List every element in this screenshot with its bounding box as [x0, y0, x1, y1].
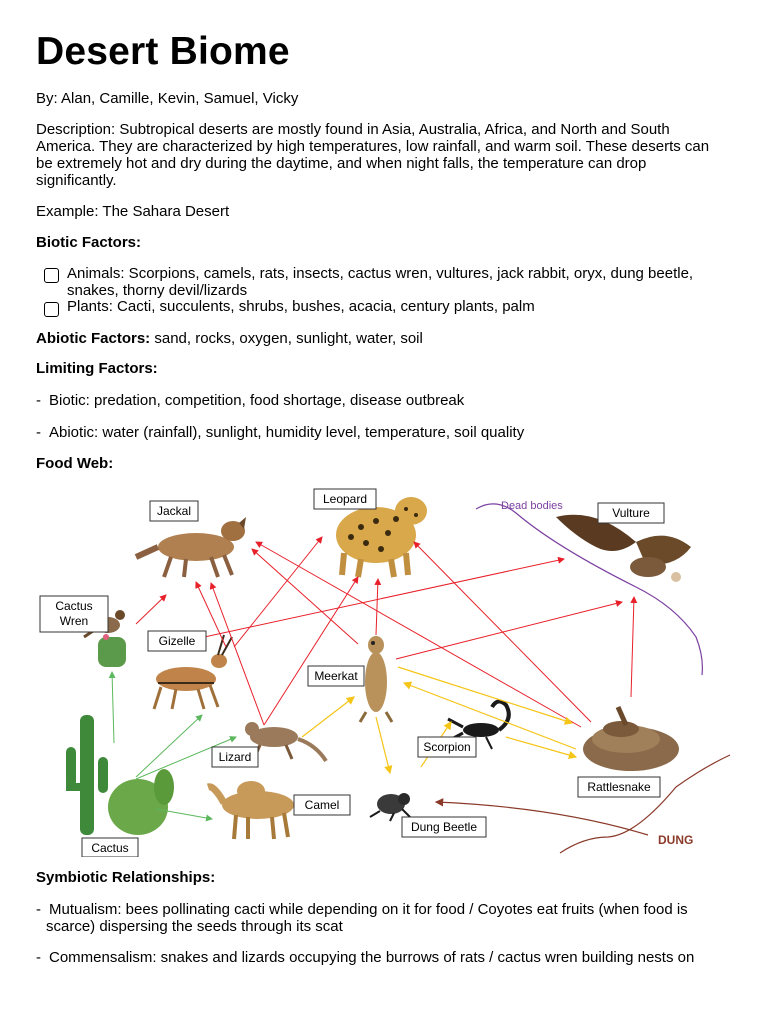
limiting-abiotic: - Abiotic: water (rainfall), sunlight, humidity level, temperature, soil quality: [36, 424, 525, 441]
svg-text:Rattlesnake: Rattlesnake: [587, 780, 651, 794]
label-vulture: [598, 503, 664, 523]
checkbox-icon[interactable]: [44, 268, 59, 283]
limiting-biotic: - Biotic: predation, competition, food shortage, disease outbreak: [36, 392, 465, 409]
biotic-plants: Plants: Cacti, succulents, shrubs, bushes, acacia, century plants, palm: [67, 298, 535, 315]
svg-text:Cactus: Cactus: [55, 599, 93, 613]
svg-text:Cactus: Cactus: [91, 841, 129, 855]
commensalism-line: - Commensalism: snakes and lizards occupying the burrows of rats / cactus wren building nests on: [36, 949, 695, 966]
dead-bodies-label: Dead bodies: [501, 500, 563, 512]
vulture-image: [556, 515, 691, 582]
meerkat-image: [360, 636, 392, 722]
dung-label: DUNG: [658, 833, 694, 847]
authors: By: Alan, Camille, Kevin, Samuel, Vicky: [36, 90, 299, 107]
label-cactus-wren: [40, 596, 108, 632]
label-gizelle: [148, 631, 206, 651]
commensalism-text: Commensalism: snakes and lizards occupying the burrows of rats / cactus wren building nests on: [49, 949, 695, 966]
limiting-abiotic-text: Abiotic: water (rainfall), sunlight, humidity level, temperature, soil quality: [49, 424, 525, 441]
abiotic-text: sand, rocks, oxygen, sunlight, water, soil: [150, 330, 423, 347]
label-rattlesnake: [578, 777, 660, 797]
camel-image: [208, 781, 294, 839]
abiotic-heading: Abiotic Factors:: [36, 330, 151, 347]
food-web-diagram: [36, 487, 732, 857]
biotic-heading: Biotic Factors:: [36, 234, 142, 251]
label-jackal: [150, 501, 198, 521]
label-meerkat: [308, 666, 364, 686]
limiting-biotic-text: Biotic: predation, competition, food shortage, disease outbreak: [49, 392, 465, 409]
biotic-animals-line: Animals: Scorpions, camels, rats, insects, cactus wren, vultures, jack rabbit, oryx, dung beetle,: [67, 265, 694, 282]
checkbox-icon[interactable]: [44, 302, 59, 317]
label-leopard: [314, 489, 376, 509]
cactus-image: [66, 715, 174, 835]
mutualism-line: - Mutualism: bees pollinating cacti while depending on it for food / Coyotes eat fruits (when food is: [36, 901, 688, 918]
svg-text:Jackal: Jackal: [156, 504, 192, 518]
page-title: Desert Biome: [36, 30, 290, 73]
limiting-heading: Limiting Factors:: [36, 360, 158, 377]
svg-text:Wren: Wren: [59, 614, 89, 628]
description-line: America. They are characterized by high temperatures, low rainfall, and warm soil. These deserts can: [36, 138, 710, 155]
svg-text:Meerkat: Meerkat: [314, 669, 358, 683]
example: Example: The Sahara Desert: [36, 203, 230, 220]
description-line: Description: Subtropical deserts are mostly found in Asia, Australia, Africa, and North and South: [36, 121, 670, 138]
rattlesnake-image: [583, 707, 679, 771]
svg-text:Dung Beetle: Dung Beetle: [410, 820, 478, 834]
label-camel: [294, 795, 350, 815]
svg-text:Vulture: Vulture: [612, 506, 650, 520]
description-line: significantly.: [36, 172, 117, 189]
svg-text:Lizard: Lizard: [218, 750, 252, 764]
label-dung-beetle: [402, 817, 486, 837]
label-scorpion: [418, 737, 476, 757]
svg-text:Gizelle: Gizelle: [158, 634, 196, 648]
svg-text:Leopard: Leopard: [322, 492, 368, 506]
svg-text:Scorpion: Scorpion: [423, 740, 471, 754]
jackal-image: [136, 517, 246, 577]
mutualism-line: scarce) dispersing the seeds through its scat: [46, 918, 343, 935]
abiotic-factors: [36, 330, 736, 347]
svg-text:Camel: Camel: [304, 798, 340, 812]
description-line: be extremely hot and dry during the daytime, and when night falls, the temperature can drop: [36, 155, 647, 172]
label-lizard: [212, 747, 258, 767]
biotic-animals-line: snakes, thorny devil/lizards: [67, 282, 248, 299]
label-cactus: [82, 838, 138, 857]
food-web-heading: Food Web:: [36, 455, 114, 472]
mutualism-text: Mutualism: bees pollinating cacti while depending on it for food / Coyotes eat fruits (when food is: [49, 901, 688, 918]
symbiotic-heading: Symbiotic Relationships:: [36, 869, 216, 886]
